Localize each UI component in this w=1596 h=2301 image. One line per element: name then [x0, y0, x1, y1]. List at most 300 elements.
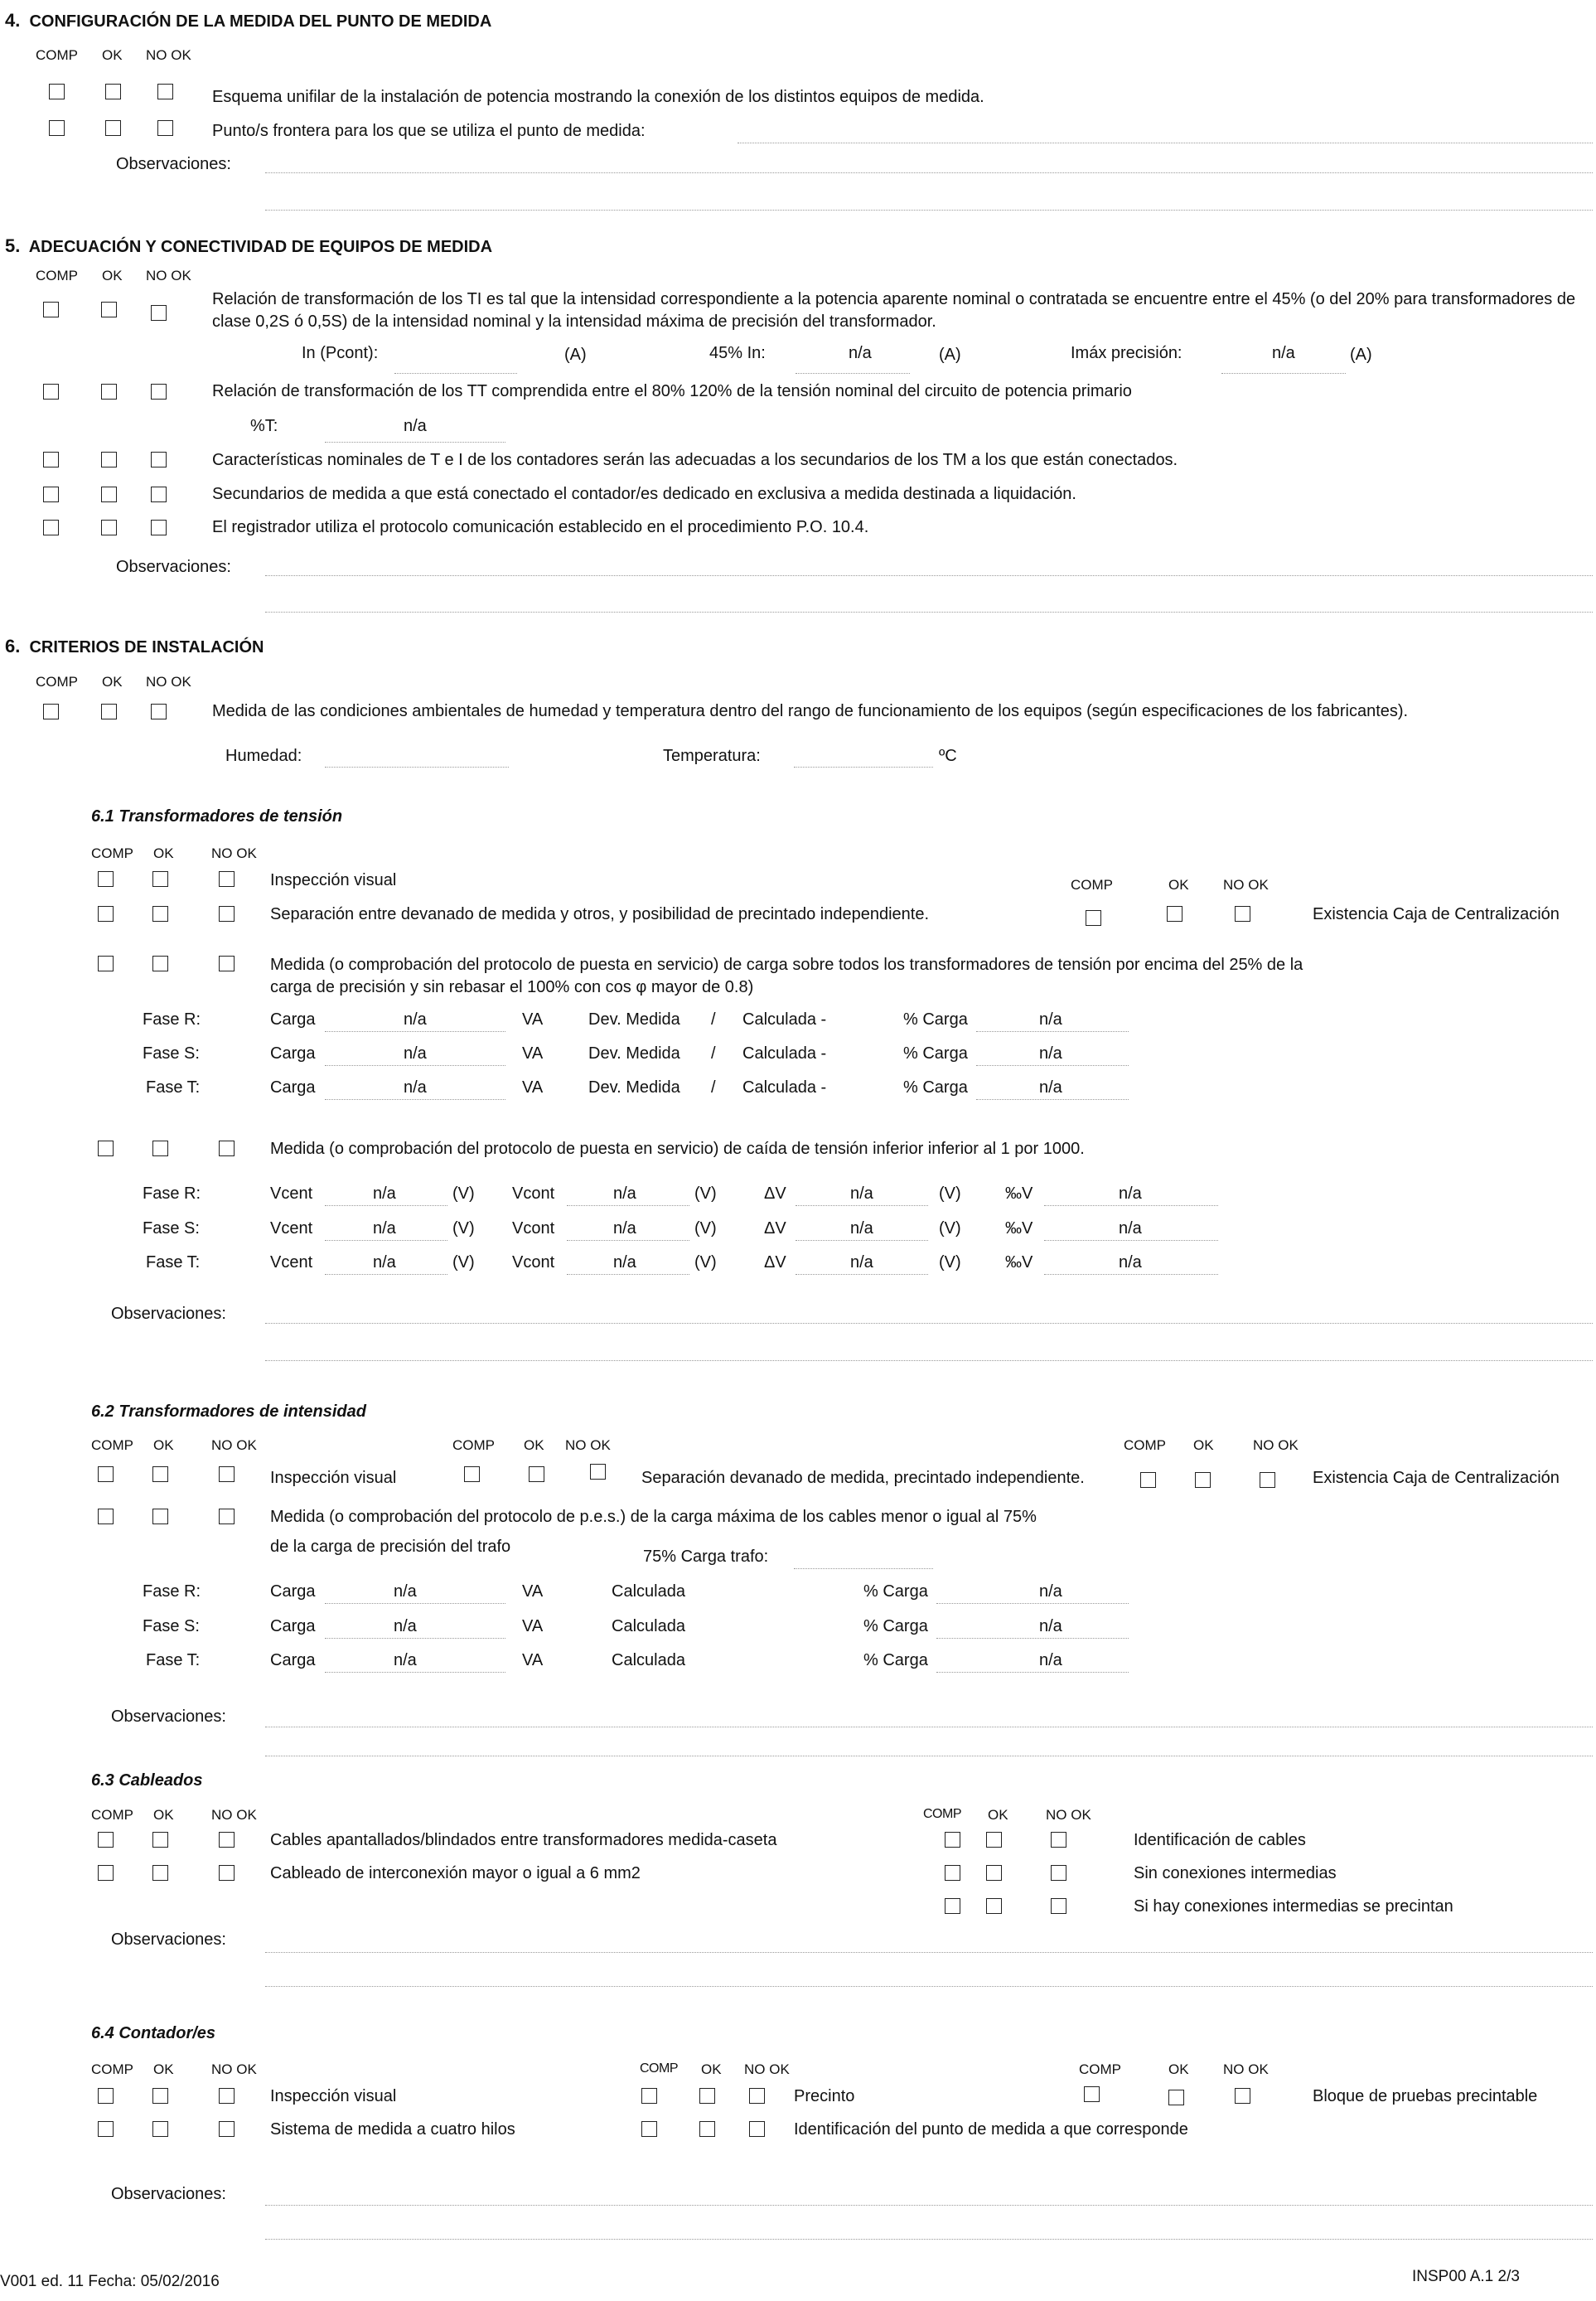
tt-carga-ok-checkbox[interactable] — [152, 956, 168, 971]
tt-caida-row3-pmv-label: ‰V — [1005, 1253, 1033, 1272]
tt-carga-row1-calc-label: Calculada - — [742, 1010, 827, 1029]
col-nook: NO OK — [146, 268, 191, 283]
carga75-field[interactable] — [794, 1568, 933, 1569]
tt-carga-row3-calc-label: Calculada - — [742, 1078, 827, 1097]
col-ok: OK — [1168, 877, 1189, 893]
ti-carga-row1-pcarga-value: n/a — [1039, 1582, 1062, 1601]
tt-carga-row2-va-unit: VA — [522, 1044, 544, 1063]
s5-item1-nook-checkbox[interactable] — [151, 305, 167, 321]
ti-carga-row1-carga-value: n/a — [394, 1582, 417, 1601]
tt-caida-row1-dv-unit: (V) — [939, 1184, 961, 1203]
tt-carga-row1-pcarga-field[interactable] — [976, 1031, 1129, 1032]
col-comp: COMP — [1071, 877, 1113, 893]
sin-conexiones-nook-checkbox[interactable] — [1051, 1865, 1066, 1881]
s5-observaciones-line2[interactable] — [265, 612, 1593, 613]
cuatro-hilos-label: Sistema de medida a cuatro hilos — [270, 2120, 515, 2139]
tt-carga-row1-carga-value: n/a — [404, 1010, 427, 1029]
col-nook: NO OK — [1223, 2061, 1269, 2077]
cableado-6mm2-nook-checkbox[interactable] — [219, 1865, 235, 1881]
ti-carga-row3-pcarga-value: n/a — [1039, 1651, 1062, 1669]
col-ok: OK — [524, 1437, 544, 1453]
s4-item1-comp-checkbox[interactable] — [49, 84, 65, 99]
col-ok: OK — [153, 1437, 174, 1453]
col-comp: COMP — [1079, 2061, 1121, 2077]
s5-item5-comp-checkbox[interactable] — [43, 520, 59, 535]
ti-inspeccion-ok-checkbox[interactable] — [152, 1466, 168, 1482]
s5-item3-label: Características nominales de T e I de los contadores serán las adecuadas a los secundarios de los TM a los que están conectados. — [212, 451, 1178, 469]
ti-carga-ok-checkbox[interactable] — [152, 1509, 168, 1524]
col-comp: COMP — [1124, 1437, 1166, 1453]
contador-inspeccion-comp-checkbox[interactable] — [98, 2088, 114, 2104]
tt-carga-row2-slash: / — [711, 1044, 716, 1063]
s5-item5-ok-checkbox[interactable] — [101, 520, 117, 535]
tt-caida-row1-pmv-label: ‰V — [1005, 1184, 1033, 1203]
s4-item1-nook-checkbox[interactable] — [157, 84, 173, 99]
tt-caida-row3-vcont-value: n/a — [613, 1253, 636, 1272]
conexiones-precintan-ok-checkbox[interactable] — [986, 1898, 1002, 1914]
s63-observaciones-line1[interactable] — [265, 1952, 1593, 1953]
tt-carga-row1-slash: / — [711, 1010, 716, 1029]
s5-item1-label: Relación de transformación de los TI es tal que la intensidad correspondiente a la potencia aparente nominal o contratada se encuentre entre el 45% (o del 20% para transformadores de clase 0,2S ó 0,5S) de la intensidad nominal y la intensidad máxima de precisión del transformador. — [212, 290, 1576, 331]
tt-caida-row1-dv-field[interactable] — [796, 1205, 928, 1206]
tt-caida-row1-dv-value: n/a — [850, 1184, 873, 1203]
s61-observaciones-line1[interactable] — [265, 1323, 1593, 1324]
ti-carga-row2-phase: Fase S: — [143, 1617, 200, 1635]
temperatura-field[interactable] — [794, 767, 933, 768]
col-nook: NO OK — [211, 1437, 257, 1453]
s64-observaciones-line1[interactable] — [265, 2205, 1593, 2206]
tt-carga-row2-pcarga-field[interactable] — [976, 1065, 1129, 1066]
ti-carga-label-line1: Medida (o comprobación del protocolo de p.e.s.) de la carga máxima de los cables menor o igual al 75% — [270, 1508, 1037, 1526]
sin-conexiones-ok-checkbox[interactable] — [986, 1865, 1002, 1881]
tt-caida-row2-vcent-field[interactable] — [325, 1240, 447, 1241]
col-nook: NO OK — [211, 845, 257, 861]
tt-caida-ok-checkbox[interactable] — [152, 1141, 168, 1156]
tt-caida-row1-vcont-unit: (V) — [694, 1184, 717, 1203]
s64-observaciones-label: Observaciones: — [111, 2185, 226, 2203]
imax-value: n/a — [1272, 344, 1295, 362]
tt-caida-row2-phase: Fase S: — [143, 1219, 200, 1238]
tt-caida-row2-vcont-field[interactable] — [567, 1240, 689, 1241]
s5-item3-ok-checkbox[interactable] — [101, 452, 117, 467]
ti-carga-row3-phase: Fase T: — [146, 1651, 201, 1669]
tt-carga-row2-calc-label: Calculada - — [742, 1044, 827, 1063]
ti-carga-row1-carga-label: Carga — [270, 1582, 316, 1601]
identificacion-cables-comp-checkbox[interactable] — [945, 1832, 960, 1848]
tt-carga-row3-dev-label: Dev. Medida — [588, 1078, 680, 1097]
tt-carga-row1-carga-label: Carga — [270, 1010, 316, 1029]
tt-caida-label: Medida (o comprobación del protocolo de puesta en servicio) de caída de tensión inferior inferior al 1 por 1000. — [270, 1140, 1085, 1158]
s5-item2-comp-checkbox[interactable] — [43, 384, 59, 400]
contador-inspeccion-label: Inspección visual — [270, 2087, 397, 2105]
section-4-heading: 4. CONFIGURACIÓN DE LA MEDIDA DEL PUNTO DE MEDIDA — [5, 10, 492, 31]
s5-item3-nook-checkbox[interactable] — [151, 452, 167, 467]
col-comp: COMP — [640, 2061, 678, 2076]
tt-caida-row3-vcent-label: Vcent — [270, 1253, 313, 1272]
footer-page-code: INSP00 A.1 2/3 — [1412, 2268, 1520, 2285]
s4-observaciones-label: Observaciones: — [116, 155, 231, 173]
tt-carga-row2-pcarga-value: n/a — [1039, 1044, 1062, 1063]
tt-caida-row2-vcent-value: n/a — [373, 1219, 396, 1238]
tt-caida-row1-dv-label: ΔV — [764, 1184, 786, 1203]
bloque-pruebas-label: Bloque de pruebas precintable — [1313, 2087, 1538, 2105]
ti-carga-row1-va-unit: VA — [522, 1582, 544, 1601]
ti-carga-row1-pcarga-label: % Carga — [863, 1582, 928, 1601]
s5-item3-comp-checkbox[interactable] — [43, 452, 59, 467]
cables-apantallados-nook-checkbox[interactable] — [219, 1832, 235, 1848]
col-ok: OK — [102, 47, 123, 63]
col-ok: OK — [153, 2061, 174, 2077]
tt-carga-row1-va-unit: VA — [522, 1010, 544, 1029]
ti-carga-row3-carga-field[interactable] — [325, 1672, 505, 1673]
s61-observaciones-line2[interactable] — [265, 1360, 1593, 1361]
ti-carga-label-line2: de la carga de precisión del trafo — [270, 1538, 511, 1556]
col-ok: OK — [153, 1807, 174, 1823]
conexiones-precintan-nook-checkbox[interactable] — [1051, 1898, 1066, 1914]
tt-caida-row2-vcont-value: n/a — [613, 1219, 636, 1238]
s4-item2-ok-checkbox[interactable] — [105, 120, 121, 136]
tt-caida-row2-vcent-label: Vcent — [270, 1219, 313, 1238]
s5-item4-comp-checkbox[interactable] — [43, 487, 59, 502]
ti-carga-row3-pcarga-label: % Carga — [863, 1651, 928, 1669]
tt-caida-row1-vcent-label: Vcent — [270, 1184, 313, 1203]
tt-caida-row2-dv-unit: (V) — [939, 1219, 961, 1238]
tt-carga-row1-dev-label: Dev. Medida — [588, 1010, 680, 1029]
s4-observaciones-line1[interactable] — [265, 172, 1593, 173]
tt-inspeccion-comp-checkbox[interactable] — [98, 871, 114, 887]
tt-carga-row3-pcarga-value: n/a — [1039, 1078, 1062, 1097]
tt-caida-row3-vcent-value: n/a — [373, 1253, 396, 1272]
bloque-pruebas-ok-checkbox[interactable] — [1168, 2090, 1184, 2105]
s5-item4-nook-checkbox[interactable] — [151, 487, 167, 502]
tt-carga-row1-phase: Fase R: — [143, 1010, 201, 1029]
s5-item2-ok-checkbox[interactable] — [101, 384, 117, 400]
ti-separacion-label: Separación devanado de medida, precintado independiente. — [641, 1469, 1085, 1487]
tt-caida-row3-pmv-field[interactable] — [1044, 1274, 1218, 1275]
ti-carga-row1-carga-field[interactable] — [325, 1603, 505, 1604]
col-comp: COMP — [36, 674, 78, 690]
ti-inspeccion-comp-checkbox[interactable] — [98, 1466, 114, 1482]
in-pcont-field[interactable] — [394, 373, 517, 374]
col-comp: COMP — [91, 845, 133, 861]
tt-caja-nook-checkbox[interactable] — [1235, 906, 1250, 922]
tt-caida-row1-vcent-value: n/a — [373, 1184, 396, 1203]
s5-item5-nook-checkbox[interactable] — [151, 520, 167, 535]
col-nook: NO OK — [1223, 877, 1269, 893]
tt-caja-label: Existencia Caja de Centralización — [1313, 905, 1560, 923]
tt-separacion-label: Separación entre devanado de medida y otros, y posibilidad de precintado independiente. — [270, 905, 929, 923]
ti-caja-ok-checkbox[interactable] — [1195, 1472, 1211, 1488]
s4-item1-label: Esquema unifilar de la instalación de potencia mostrando la conexión de los distintos equipos de medida. — [212, 88, 984, 106]
s6-item1-nook-checkbox[interactable] — [151, 704, 167, 719]
in-pcont-unit: (A) — [564, 346, 587, 364]
tt-carga-label: Medida (o comprobación del protocolo de puesta en servicio) de carga sobre todos los transformadores de tensión por encima del 25% de la carga de precisión y sin rebasar el 100% con cos φ mayor de 0.8) — [270, 956, 1303, 996]
tt-caida-row2-vcont-label: Vcont — [512, 1219, 555, 1238]
tt-caida-row2-pmv-label: ‰V — [1005, 1219, 1033, 1238]
tt-caida-row3-vcont-label: Vcont — [512, 1253, 555, 1272]
tt-caja-comp-checkbox[interactable] — [1086, 910, 1101, 926]
tt-caida-row1-vcent-unit: (V) — [452, 1184, 475, 1203]
s5-item2-label: Relación de transformación de los TT comprendida entre el 80% 120% de la tensión nominal del circuito de potencia primario — [212, 382, 1132, 400]
tt-caida-row3-dv-unit: (V) — [939, 1253, 961, 1272]
section-6-heading: 6. CRITERIOS DE INSTALACIÓN — [5, 636, 264, 656]
tt-carga-row1-pcarga-value: n/a — [1039, 1010, 1062, 1029]
tt-caida-row2-vcent-unit: (V) — [452, 1219, 475, 1238]
tt-carga-nook-checkbox[interactable] — [219, 956, 235, 971]
tt-carga-row3-va-unit: VA — [522, 1078, 544, 1097]
section-5-heading: 5. ADECUACIÓN Y CONECTIVIDAD DE EQUIPOS DE MEDIDA — [5, 235, 493, 256]
tt-caida-row2-dv-label: ΔV — [764, 1219, 786, 1238]
pct-t-field[interactable] — [325, 442, 505, 443]
precinto-comp-checkbox[interactable] — [641, 2088, 657, 2104]
subsection-6-1-title: 6.1 Transformadores de tensión — [91, 807, 343, 826]
s5-item1-comp-checkbox[interactable] — [43, 302, 59, 317]
tt-inspeccion-ok-checkbox[interactable] — [152, 871, 168, 887]
tt-inspeccion-nook-checkbox[interactable] — [219, 871, 235, 887]
col-ok: OK — [102, 268, 123, 283]
in45-value: n/a — [849, 344, 872, 362]
s4-item2-label: Punto/s frontera para los que se utiliza el punto de medida: — [212, 122, 646, 140]
s6-item1-ok-checkbox[interactable] — [101, 704, 117, 719]
s6-item1-comp-checkbox[interactable] — [43, 704, 59, 719]
cables-apantallados-ok-checkbox[interactable] — [152, 1832, 168, 1848]
ti-carga-row3-carga-value: n/a — [394, 1651, 417, 1669]
tt-caida-row3-vcent-unit: (V) — [452, 1253, 475, 1272]
tt-caida-row1-pmv-field[interactable] — [1044, 1205, 1218, 1206]
cableado-6mm2-label: Cableado de interconexión mayor o igual a 6 mm2 — [270, 1864, 641, 1882]
tt-caida-row3-dv-value: n/a — [850, 1253, 873, 1272]
cables-apantallados-label: Cables apantallados/blindados entre transformadores medida-caseta — [270, 1831, 777, 1849]
carga75-label: 75% Carga trafo: — [643, 1548, 769, 1566]
conexiones-precintan-comp-checkbox[interactable] — [945, 1898, 960, 1914]
ti-carga-row2-pcarga-value: n/a — [1039, 1617, 1062, 1635]
identificacion-punto-ok-checkbox[interactable] — [699, 2121, 715, 2137]
ti-carga-nook-checkbox[interactable] — [219, 1509, 235, 1524]
ti-carga-row1-phase: Fase R: — [143, 1582, 201, 1601]
s63-observaciones-line2[interactable] — [265, 1986, 1593, 1987]
ti-separacion-comp-checkbox[interactable] — [464, 1466, 480, 1482]
s63-observaciones-label: Observaciones: — [111, 1930, 226, 1949]
tt-caida-row2-pmv-field[interactable] — [1044, 1240, 1218, 1241]
s5-item1-ok-checkbox[interactable] — [101, 302, 117, 317]
ti-carga-row3-pcarga-field[interactable] — [936, 1672, 1129, 1673]
precinto-nook-checkbox[interactable] — [749, 2088, 765, 2104]
ti-inspeccion-nook-checkbox[interactable] — [219, 1466, 235, 1482]
contador-inspeccion-nook-checkbox[interactable] — [219, 2088, 235, 2104]
tt-separacion-ok-checkbox[interactable] — [152, 906, 168, 922]
humedad-field[interactable] — [325, 767, 509, 768]
col-nook: NO OK — [146, 47, 191, 63]
cables-apantallados-comp-checkbox[interactable] — [98, 1832, 114, 1848]
col-ok: OK — [701, 2061, 722, 2077]
col-nook: NO OK — [211, 2061, 257, 2077]
tt-caida-comp-checkbox[interactable] — [98, 1141, 114, 1156]
sin-conexiones-label: Sin conexiones intermedias — [1134, 1864, 1337, 1882]
imax-label: Imáx precisión: — [1071, 344, 1182, 362]
tt-carga-row2-dev-label: Dev. Medida — [588, 1044, 680, 1063]
col-comp: COMP — [36, 268, 78, 283]
identificacion-cables-nook-checkbox[interactable] — [1051, 1832, 1066, 1848]
tt-carga-row3-pcarga-field[interactable] — [976, 1099, 1129, 1100]
tt-caida-row3-pmv-value: n/a — [1119, 1253, 1142, 1272]
ti-carga-row2-va-unit: VA — [522, 1617, 544, 1635]
bloque-pruebas-nook-checkbox[interactable] — [1235, 2088, 1250, 2104]
col-nook: NO OK — [744, 2061, 790, 2077]
identificacion-cables-label: Identificación de cables — [1134, 1831, 1306, 1849]
tt-carga-row2-carga-value: n/a — [404, 1044, 427, 1063]
tt-carga-row1-pcarga-label: % Carga — [903, 1010, 968, 1029]
col-comp: COMP — [91, 2061, 133, 2077]
in45-label: 45% In: — [709, 344, 766, 362]
temperatura-label: Temperatura: — [663, 747, 761, 765]
s4-observaciones-line2[interactable] — [265, 210, 1593, 211]
tt-caida-row3-vcont-field[interactable] — [567, 1274, 689, 1275]
ti-carga-row2-calc-label: Calculada — [612, 1617, 685, 1635]
s4-item2-comp-checkbox[interactable] — [49, 120, 65, 136]
tt-carga-row3-pcarga-label: % Carga — [903, 1078, 968, 1097]
footer-version: V001 ed. 11 Fecha: 05/02/2016 — [0, 2273, 220, 2290]
bloque-pruebas-comp-checkbox[interactable] — [1084, 2086, 1100, 2102]
in-pcont-label: In (Pcont): — [302, 344, 379, 362]
ti-carga-row1-pcarga-field[interactable] — [936, 1603, 1129, 1604]
tt-carga-row2-pcarga-label: % Carga — [903, 1044, 968, 1063]
tt-carga-row3-slash: / — [711, 1078, 716, 1097]
s4-item2-nook-checkbox[interactable] — [157, 120, 173, 136]
s4-item1-ok-checkbox[interactable] — [105, 84, 121, 99]
tt-caida-row3-dv-label: ΔV — [764, 1253, 786, 1272]
s5-item2-nook-checkbox[interactable] — [151, 384, 167, 400]
tt-caida-row3-vcent-field[interactable] — [325, 1274, 447, 1275]
tt-carga-row3-carga-value: n/a — [404, 1078, 427, 1097]
ti-carga-row1-calc-label: Calculada — [612, 1582, 685, 1601]
cableado-6mm2-ok-checkbox[interactable] — [152, 1865, 168, 1881]
tt-caida-row1-vcont-value: n/a — [613, 1184, 636, 1203]
ti-separacion-nook-checkbox[interactable] — [590, 1464, 606, 1480]
col-ok: OK — [102, 674, 123, 690]
temperatura-unit: ºC — [939, 747, 957, 765]
tt-caida-row1-vcont-label: Vcont — [512, 1184, 555, 1203]
cuatro-hilos-ok-checkbox[interactable] — [152, 2121, 168, 2137]
sin-conexiones-comp-checkbox[interactable] — [945, 1865, 960, 1881]
s5-item4-label: Secundarios de medida a que está conectado el contador/es dedicado en exclusiva a medida destinada a liquidación. — [212, 485, 1076, 503]
identificacion-punto-label: Identificación del punto de medida a que corresponde — [794, 2120, 1188, 2139]
subsection-6-3-title: 6.3 Cableados — [91, 1771, 203, 1790]
ti-carga-row3-va-unit: VA — [522, 1651, 544, 1669]
col-comp: COMP — [91, 1807, 133, 1823]
s5-item4-ok-checkbox[interactable] — [101, 487, 117, 502]
tt-caida-nook-checkbox[interactable] — [219, 1141, 235, 1156]
pct-t-label: %T: — [250, 417, 278, 435]
tt-carga-comp-checkbox[interactable] — [98, 956, 114, 971]
subsection-6-4-title: 6.4 Contador/es — [91, 2024, 216, 2042]
col-comp: COMP — [452, 1437, 495, 1453]
s6-item1-label: Medida de las condiciones ambientales de humedad y temperatura dentro del rango de funcionamiento de los equipos (según especificaciones de los fabricantes). — [212, 702, 1409, 720]
ti-carga-row2-carga-field[interactable] — [325, 1638, 505, 1639]
tt-caida-row1-pmv-value: n/a — [1119, 1184, 1142, 1203]
s61-observaciones-label: Observaciones: — [111, 1305, 226, 1323]
cableado-6mm2-comp-checkbox[interactable] — [98, 1865, 114, 1881]
tt-caida-row1-vcent-field[interactable] — [325, 1205, 447, 1206]
imax-unit: (A) — [1350, 346, 1372, 364]
tt-carga-row3-phase: Fase T: — [146, 1078, 201, 1097]
tt-carga-row2-phase: Fase S: — [143, 1044, 200, 1063]
col-ok: OK — [1168, 2061, 1189, 2077]
col-comp: COMP — [923, 1807, 961, 1821]
tt-caida-row2-vcont-unit: (V) — [694, 1219, 717, 1238]
tt-inspeccion-label: Inspección visual — [270, 871, 397, 889]
col-ok: OK — [1193, 1437, 1214, 1453]
ti-caja-comp-checkbox[interactable] — [1140, 1472, 1156, 1488]
col-nook: NO OK — [146, 674, 191, 690]
s5-item5-label: El registrador utiliza el protocolo comunicación establecido en el procedimiento P.O. 10.4. — [212, 518, 869, 536]
s5-observaciones-label: Observaciones: — [116, 558, 231, 576]
in45-field[interactable] — [796, 373, 910, 374]
tt-carga-row3-carga-label: Carga — [270, 1078, 316, 1097]
precinto-ok-checkbox[interactable] — [699, 2088, 715, 2104]
tt-caida-row3-dv-field[interactable] — [796, 1274, 928, 1275]
col-nook: NO OK — [1046, 1807, 1091, 1823]
tt-caida-row1-phase: Fase R: — [143, 1184, 201, 1203]
precinto-label: Precinto — [794, 2087, 855, 2105]
ti-carga-row2-pcarga-field[interactable] — [936, 1638, 1129, 1639]
tt-carga-row2-carga-label: Carga — [270, 1044, 316, 1063]
identificacion-cables-ok-checkbox[interactable] — [986, 1832, 1002, 1848]
ti-carga-row3-carga-label: Carga — [270, 1651, 316, 1669]
tt-caida-row2-pmv-value: n/a — [1119, 1219, 1142, 1238]
ti-inspeccion-label: Inspección visual — [270, 1469, 397, 1487]
tt-separacion-comp-checkbox[interactable] — [98, 906, 114, 922]
col-comp: COMP — [91, 1437, 133, 1453]
col-ok: OK — [153, 845, 174, 861]
contador-inspeccion-ok-checkbox[interactable] — [152, 2088, 168, 2104]
ti-caja-label: Existencia Caja de Centralización — [1313, 1469, 1560, 1487]
ti-carga-row2-pcarga-label: % Carga — [863, 1617, 928, 1635]
s64-observaciones-line2[interactable] — [265, 2239, 1593, 2240]
tt-caida-row2-dv-field[interactable] — [796, 1240, 928, 1241]
col-ok: OK — [988, 1807, 1008, 1823]
ti-carga-row2-carga-label: Carga — [270, 1617, 316, 1635]
col-nook: NO OK — [1253, 1437, 1299, 1453]
tt-separacion-nook-checkbox[interactable] — [219, 906, 235, 922]
ti-caja-nook-checkbox[interactable] — [1260, 1472, 1275, 1488]
ti-carga-row3-calc-label: Calculada — [612, 1651, 685, 1669]
identificacion-punto-nook-checkbox[interactable] — [749, 2121, 765, 2137]
cuatro-hilos-nook-checkbox[interactable] — [219, 2121, 235, 2137]
in45-unit: (A) — [939, 346, 961, 364]
tt-caida-row1-vcont-field[interactable] — [567, 1205, 689, 1206]
col-comp: COMP — [36, 47, 78, 63]
conexiones-precintan-label: Si hay conexiones intermedias se precintan — [1134, 1897, 1453, 1916]
humedad-label: Humedad: — [225, 747, 302, 765]
tt-carga-row2-carga-field[interactable] — [325, 1065, 505, 1066]
col-nook: NO OK — [211, 1807, 257, 1823]
ti-carga-comp-checkbox[interactable] — [98, 1509, 114, 1524]
col-nook: NO OK — [565, 1437, 611, 1453]
ti-carga-row2-carga-value: n/a — [394, 1617, 417, 1635]
s5-observaciones-line1[interactable] — [265, 575, 1593, 576]
tt-caida-row2-dv-value: n/a — [850, 1219, 873, 1238]
tt-caida-row3-phase: Fase T: — [146, 1253, 201, 1272]
s62-observaciones-label: Observaciones: — [111, 1708, 226, 1726]
ti-separacion-ok-checkbox[interactable] — [529, 1466, 544, 1482]
tt-carga-row1-carga-field[interactable] — [325, 1031, 505, 1032]
tt-caja-ok-checkbox[interactable] — [1167, 906, 1182, 922]
imax-field[interactable] — [1221, 373, 1346, 374]
subsection-6-2-title: 6.2 Transformadores de intensidad — [91, 1402, 366, 1421]
cuatro-hilos-comp-checkbox[interactable] — [98, 2121, 114, 2137]
identificacion-punto-comp-checkbox[interactable] — [641, 2121, 657, 2137]
tt-carga-row3-carga-field[interactable] — [325, 1099, 505, 1100]
